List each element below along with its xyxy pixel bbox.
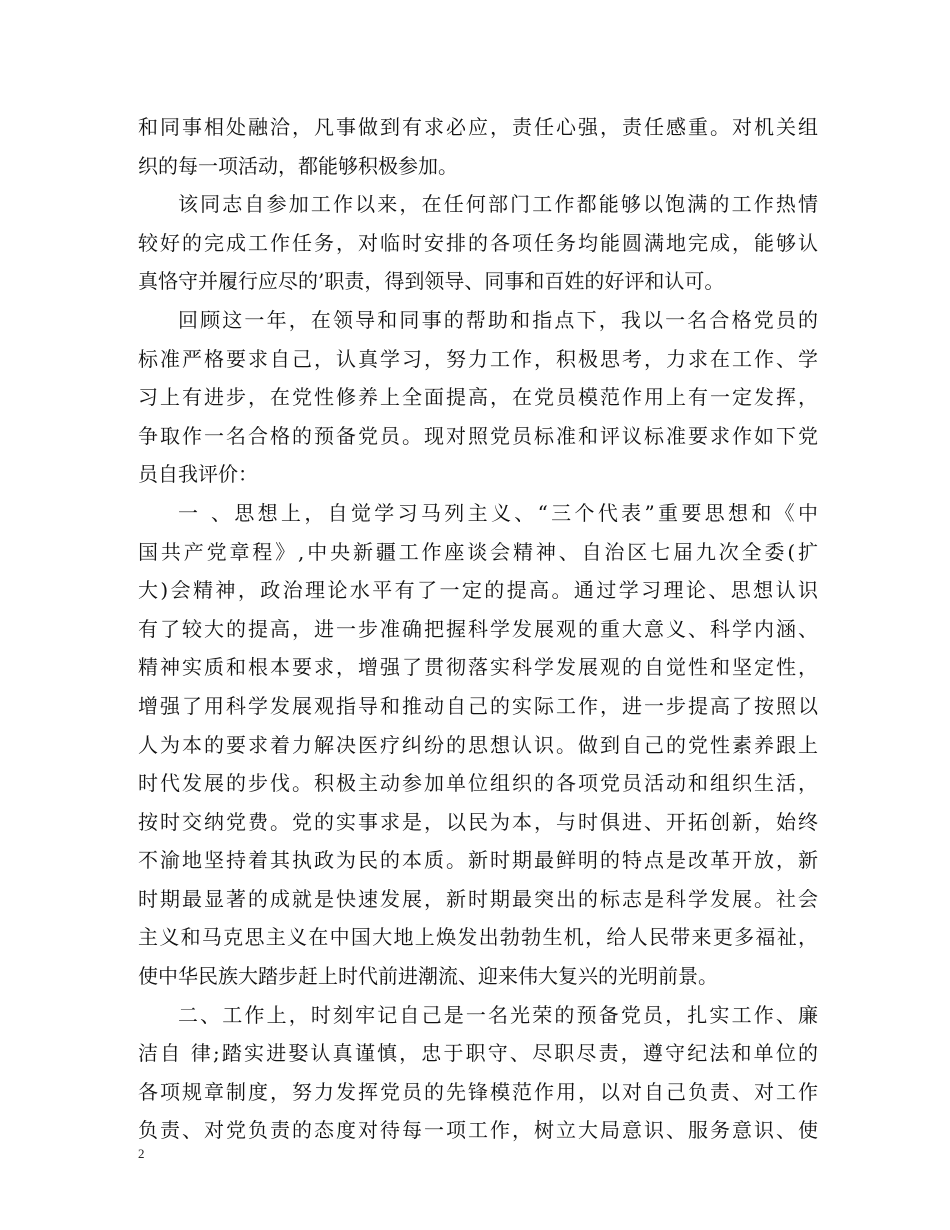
text-line: 使中华民族大踏步赶上时代前进潮流、迎来伟大复兴的光明前景。: [138, 964, 718, 989]
text-line: 习上有进步，在党性修养上全面提高，在党员模范作用上有一定发挥，: [138, 385, 818, 410]
text-line: 真恪守并履行应尽的’职责，得到领导、同事和百姓的好评和认可。: [138, 269, 725, 294]
text-line: 各项规章制度，努力发挥党员的先锋模范作用，以对自己负责、对工作: [138, 1079, 818, 1104]
text-line: 按时交纳党费。党的实事求是，以民为本，与时俱进、开拓创新，始终: [138, 809, 818, 834]
text-line: 不渝地坚持着其执政为民的本质。新时期最鲜明的特点是改革开放，新: [138, 848, 818, 873]
page-number: 2: [138, 1146, 145, 1161]
text-line: 时代发展的步伐。积极主动参加单位组织的各项党员活动和组织生活，: [138, 771, 818, 796]
text-line: 织的每一项活动，都能够积极参加。: [138, 153, 458, 178]
paragraph-first-line: 一 、思想上，自觉学习马列主义、“三个代表”重要思想和《中: [178, 500, 818, 525]
text-line: 负责、对党负责的态度对待每一项工作，树立大局意识、服务意识、使: [138, 1118, 818, 1143]
text-line: 员自我评价：: [138, 462, 258, 487]
paragraph-first-line: 二、工作上，时刻牢记自己是一名光荣的预备党员，扎实工作、廉: [178, 1002, 818, 1027]
text-line: 争取作一名合格的预备党员。现对照党员标准和评议标准要求作如下党: [138, 423, 818, 448]
text-line: 主义和马克思主义在中国大地上焕发出勃勃生机，给人民带来更多福祉，: [138, 925, 818, 950]
text-line: 较好的完成工作任务，对临时安排的各项任务均能圆满地完成，能够认: [138, 230, 818, 255]
text-line: 和同事相处融洽，凡事做到有求必应，责任心强，责任感重。对机关组: [138, 115, 818, 139]
text-line: 人为本的要求着力解决医疗纠纷的思想认识。做到自己的党性素养跟上: [138, 732, 818, 757]
text-line: 时期最显著的成就是快速发展，新时期最突出的标志是科学发展。社会: [138, 886, 818, 911]
document-body: [138, 108, 818, 1150]
text-line: 国共产党章程》,中央新疆工作座谈会精神、自治区七届九次全委(扩: [138, 539, 818, 564]
text-line: 增强了用科学发展观指导和推动自己的实际工作，进一步提高了按照以: [138, 693, 818, 718]
text-line: 标准严格要求自己，认真学习，努力工作，积极思考，力求在工作、学: [138, 346, 818, 371]
text-line: 有了较大的提高，进一步准确把握科学发展观的重大意义、科学内涵、: [138, 616, 818, 641]
paragraph-first-line: 该同志自参加工作以来，在任何部门工作都能够以饱满的工作热情: [178, 192, 818, 217]
text-line: 大)会精神，政治理论水平有了一定的提高。通过学习理论、思想认识: [138, 578, 818, 603]
text-line: 洁自 律;踏实进娶认真谨慎，忠于职守、尽职尽责，遵守纪法和单位的: [138, 1041, 818, 1066]
text-line: 精神实质和根本要求，增强了贯彻落实科学发展观的自觉性和坚定性，: [138, 655, 818, 680]
paragraph-first-line: 回顾这一年，在领导和同事的帮助和指点下，我以一名合格党员的: [178, 307, 818, 332]
